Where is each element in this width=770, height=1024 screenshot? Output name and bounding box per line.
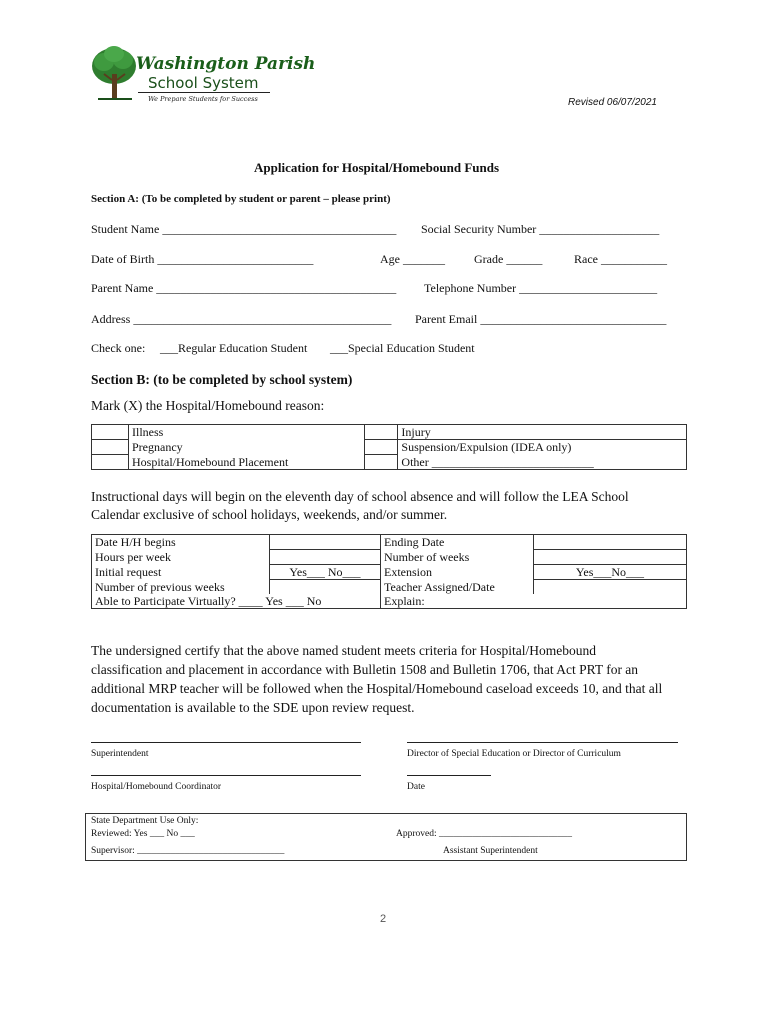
- logo-tagline: We Prepare Students for Success: [148, 95, 258, 103]
- approved-field[interactable]: Approved: ____________________________: [396, 829, 573, 839]
- parent-email-field[interactable]: Parent Email _______________________________: [415, 312, 667, 326]
- reason-checkbox-injury[interactable]: [365, 425, 398, 440]
- value-initial-request[interactable]: Yes___ No___: [270, 565, 381, 580]
- director-label: Director of Special Education or Director of Curriculum: [407, 749, 621, 759]
- certification-line2: classification and placement in accordance with Bulletin 1508 and Bulletin 1706, that Act PRT for an: [91, 662, 639, 677]
- value-teacher-assigned[interactable]: [534, 580, 687, 595]
- coordinator-label: Hospital/Homebound Coordinator: [91, 782, 222, 792]
- address-field[interactable]: Address ___________________________________________: [91, 312, 392, 326]
- mark-x-instruction: Mark (X) the Hospital/Homebound reason:: [91, 398, 325, 413]
- reason-pregnancy: Pregnancy: [129, 440, 365, 455]
- school-logo: [90, 44, 316, 106]
- details-table: [91, 534, 687, 609]
- instructional-days-line2: Calendar exclusive of school holidays, weekends, and/or summer.: [91, 507, 448, 522]
- coordinator-signature-line[interactable]: [91, 775, 361, 776]
- student-name-field[interactable]: Student Name _______________________________________: [91, 222, 397, 236]
- page-title: Application for Hospital/Homebound Funds: [254, 160, 500, 175]
- reason-checkbox-placement[interactable]: [92, 455, 129, 470]
- superintendent-label: Superintendent: [91, 749, 149, 759]
- parent-name-field[interactable]: Parent Name ________________________________________: [91, 281, 397, 295]
- label-previous-weeks: Number of previous weeks: [92, 580, 270, 595]
- reason-checkbox-suspension[interactable]: [365, 440, 398, 455]
- special-education-option[interactable]: ___Special Education Student: [330, 341, 475, 355]
- reason-checkbox-other[interactable]: [365, 455, 398, 470]
- race-field[interactable]: Race ___________: [574, 252, 667, 266]
- label-teacher-assigned: Teacher Assigned/Date: [381, 580, 534, 595]
- date-line[interactable]: [407, 775, 491, 776]
- value-ending-date[interactable]: [534, 535, 687, 550]
- reason-checkbox-pregnancy[interactable]: [92, 440, 129, 455]
- certification-line1: The undersigned certify that the above named student meets criteria for Hospital/Homebound: [91, 643, 596, 658]
- state-use-heading: State Department Use Only:: [91, 816, 199, 826]
- logo-name-line2: School System: [148, 74, 259, 92]
- tree-icon: [90, 44, 138, 104]
- date-label: Date: [407, 782, 425, 792]
- reason-injury: Injury: [398, 425, 687, 440]
- label-date-begins: Date H/H begins: [92, 535, 270, 550]
- certification-line3: additional MRP teacher will be followed when the Hospital/Homebound caseload exceeds 10, and that all: [91, 681, 663, 696]
- label-ending-date: Ending Date: [381, 535, 534, 550]
- reason-placement: Hospital/Homebound Placement: [129, 455, 365, 470]
- telephone-field[interactable]: Telephone Number _______________________: [424, 281, 658, 295]
- label-initial-request: Initial request: [92, 565, 270, 580]
- reason-illness: Illness: [129, 425, 365, 440]
- certification-line4: documentation is available to the SDE upon review request.: [91, 700, 415, 715]
- check-one-label: Check one:: [91, 341, 146, 355]
- label-hours-per-week: Hours per week: [92, 550, 270, 565]
- grade-field[interactable]: Grade ______: [474, 252, 543, 266]
- supervisor-field[interactable]: Supervisor: _______________________________: [91, 846, 285, 856]
- label-virtual[interactable]: Able to Participate Virtually? ____ Yes ___ No: [92, 594, 381, 609]
- section-a-heading: Section A: (To be completed by student or parent – please print): [91, 193, 391, 205]
- reason-other[interactable]: Other ___________________________: [398, 455, 687, 470]
- section-b-heading: Section B: (to be completed by school system): [91, 372, 353, 387]
- reason-checkbox-illness[interactable]: [92, 425, 129, 440]
- page-number: 2: [380, 913, 387, 925]
- logo-name-line1: Washington Parish: [136, 54, 316, 74]
- instructional-days-line1: Instructional days will begin on the eleventh day of school absence and will follow the LEA School: [91, 489, 629, 504]
- value-extension[interactable]: Yes___No___: [534, 565, 687, 580]
- ssn-field[interactable]: Social Security Number ____________________: [421, 222, 660, 236]
- label-number-of-weeks: Number of weeks: [381, 550, 534, 565]
- age-field[interactable]: Age _______: [380, 252, 445, 266]
- superintendent-signature-line[interactable]: [91, 742, 361, 743]
- reviewed-field[interactable]: Reviewed: Yes ___ No ___: [91, 829, 195, 839]
- value-number-of-weeks[interactable]: [534, 550, 687, 565]
- reason-table: [91, 424, 687, 470]
- director-signature-line[interactable]: [407, 742, 678, 743]
- value-hours-per-week[interactable]: [270, 550, 381, 565]
- label-extension: Extension: [381, 565, 534, 580]
- dob-field[interactable]: Date of Birth __________________________: [91, 252, 314, 266]
- regular-education-option[interactable]: ___Regular Education Student: [160, 341, 308, 355]
- revised-date: Revised 06/07/2021: [568, 97, 657, 108]
- label-explain[interactable]: Explain:: [381, 594, 687, 609]
- value-date-begins[interactable]: [270, 535, 381, 550]
- value-previous-weeks[interactable]: [270, 580, 381, 595]
- reason-suspension: Suspension/Expulsion (IDEA only): [398, 440, 687, 455]
- assistant-superintendent-label: Assistant Superintendent: [443, 846, 538, 856]
